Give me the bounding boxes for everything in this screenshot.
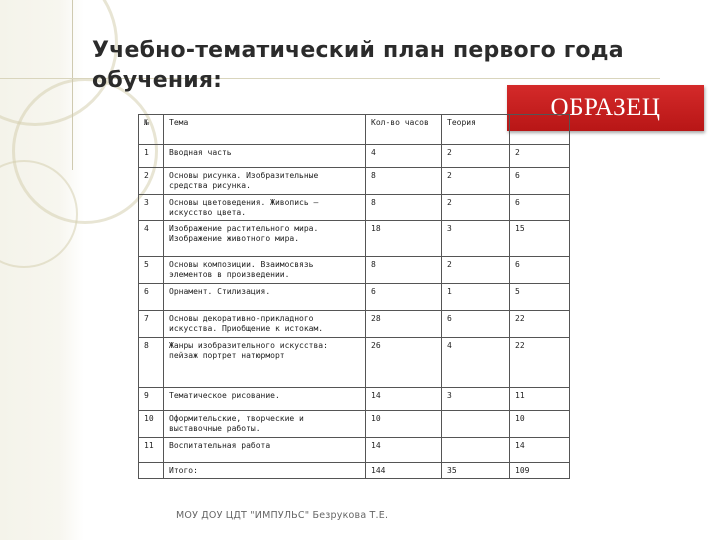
header-hours: Кол-во часов	[366, 115, 442, 145]
cell-number: 2	[139, 168, 164, 195]
cell-practice: 10	[510, 411, 570, 438]
cell-hours: 8	[366, 195, 442, 221]
cell-hours: 14	[366, 388, 442, 411]
cell-theory: 2	[442, 168, 510, 195]
table-row	[139, 388, 570, 411]
table-row	[139, 338, 570, 388]
cell-topic: Основы декоративно-прикладного искусства. Приобщение к истокам.	[164, 311, 366, 338]
cell-number: 5	[139, 257, 164, 284]
cell-practice: 6	[510, 195, 570, 221]
cell-topic: Основы цветоведения. Живопись – искусство цвета.	[164, 195, 366, 221]
cell-hours: 6	[366, 284, 442, 311]
header-theory: Теория	[442, 115, 510, 145]
cell-theory: 1	[442, 284, 510, 311]
cell-topic: Вводная часть	[164, 145, 366, 168]
cell-topic: Изображение растительного мира. Изображение животного мира.	[164, 221, 366, 257]
cell-practice: 2	[510, 145, 570, 168]
cell-practice: 15	[510, 221, 570, 257]
cell-practice: 22	[510, 311, 570, 338]
table-row	[139, 284, 570, 311]
table-header-row	[139, 115, 570, 145]
table-row	[139, 145, 570, 168]
cell-number: 8	[139, 338, 164, 388]
cell-practice: 11	[510, 388, 570, 411]
stamp-label: ОБРАЗЕЦ	[550, 94, 661, 121]
cell-hours: 14	[366, 438, 442, 463]
table-row	[139, 195, 570, 221]
cell-hours: 144	[366, 463, 442, 479]
table-row	[139, 257, 570, 284]
cell-theory	[442, 411, 510, 438]
cell-number: 3	[139, 195, 164, 221]
footer-author: МОУ ДОУ ЦДТ "ИМПУЛЬС" Безрукова Т.Е.	[176, 510, 389, 521]
header-number: №	[139, 115, 164, 145]
cell-practice: 5	[510, 284, 570, 311]
cell-topic: Жанры изобразительного искусства: пейзаж портрет натюрморт	[164, 338, 366, 388]
table-row	[139, 221, 570, 257]
cell-theory: 3	[442, 221, 510, 257]
cell-number: 4	[139, 221, 164, 257]
cell-number: 11	[139, 438, 164, 463]
cell-theory: 2	[442, 145, 510, 168]
cell-hours: 8	[366, 257, 442, 284]
cell-number: 1	[139, 145, 164, 168]
table-row	[139, 411, 570, 438]
cell-practice: 6	[510, 257, 570, 284]
cell-practice: 14	[510, 438, 570, 463]
table-row	[139, 311, 570, 338]
table-row	[139, 168, 570, 195]
cell-theory: 35	[442, 463, 510, 479]
cell-practice: 109	[510, 463, 570, 479]
table-row	[139, 438, 570, 463]
cell-number: 7	[139, 311, 164, 338]
cell-topic: Оформительские, творческие и выставочные работы.	[164, 411, 366, 438]
cell-theory: 6	[442, 311, 510, 338]
cell-number: 9	[139, 388, 164, 411]
cell-topic: Основы композиции. Взаимосвязь элементов в произведении.	[164, 257, 366, 284]
cell-topic: Итого:	[164, 463, 366, 479]
decorative-line	[72, 0, 73, 170]
cell-topic: Орнамент. Стилизация.	[164, 284, 366, 311]
cell-hours: 8	[366, 168, 442, 195]
cell-practice: 22	[510, 338, 570, 388]
cell-theory: 2	[442, 195, 510, 221]
header-practice	[510, 115, 570, 145]
cell-theory: 3	[442, 388, 510, 411]
cell-number: 6	[139, 284, 164, 311]
curriculum-table	[138, 114, 570, 479]
cell-number	[139, 463, 164, 479]
cell-hours: 28	[366, 311, 442, 338]
cell-topic: Основы рисунка. Изобразительные средства рисунка.	[164, 168, 366, 195]
cell-theory	[442, 438, 510, 463]
cell-hours: 26	[366, 338, 442, 388]
cell-hours: 18	[366, 221, 442, 257]
cell-topic: Тематическое рисование.	[164, 388, 366, 411]
table-total-row	[139, 463, 570, 479]
cell-practice: 6	[510, 168, 570, 195]
header-topic: Тема	[164, 115, 366, 145]
cell-topic: Воспитательная работа	[164, 438, 366, 463]
cell-hours: 10	[366, 411, 442, 438]
slide-title: Учебно-тематический план первого года обучения:	[92, 38, 624, 93]
cell-theory: 2	[442, 257, 510, 284]
cell-number: 10	[139, 411, 164, 438]
cell-hours: 4	[366, 145, 442, 168]
cell-theory: 4	[442, 338, 510, 388]
